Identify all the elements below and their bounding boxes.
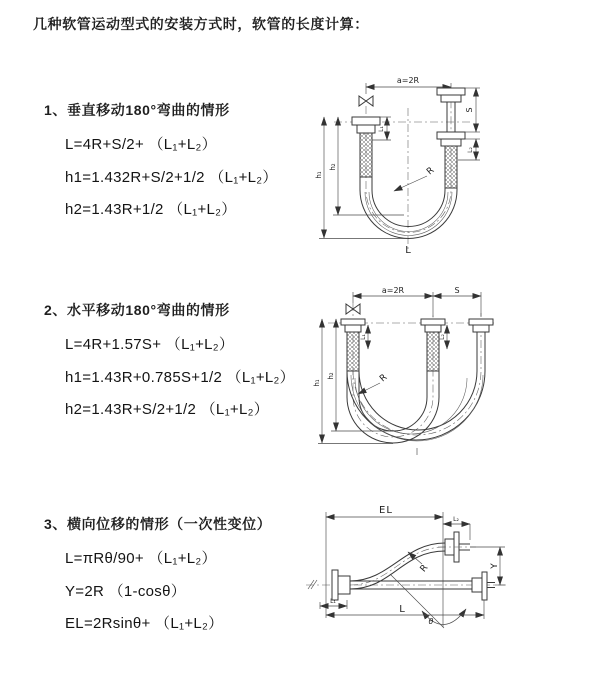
dim-label-el: EL [379,505,393,516]
flange-hub [338,576,350,594]
formula-h1: h1=1.432R+S/2+1/2 （L₁+L₂） [65,168,278,186]
flange [469,319,493,325]
flange-hub [473,325,489,332]
section-1 [44,100,278,227]
formula-Y: Y=2R （1-cosθ） [65,582,187,600]
braided-hose-section [360,133,372,177]
dim-label-r: R [378,372,390,385]
dim-label-s: S [454,286,460,295]
dim-label-l: L [405,245,411,256]
section-2 [44,300,295,427]
page-title: 几种软管运动型式的安装方式时，软管的长度计算： [33,16,369,32]
formula-EL: EL=2Rsinθ+ （L₁+L₂） [65,615,224,632]
centerline-break-symbol [308,580,317,589]
radius-leader [408,552,422,564]
dim-label-l: L [399,604,405,615]
section-1-heading: 1、垂直移动180°弯曲的情形 [44,102,230,118]
dim-label-r: R [418,563,431,575]
valve-icon [359,96,373,106]
dim-label-l1: L₁ [360,334,367,340]
braided-hose-section [445,146,457,188]
flange [332,570,338,600]
flange [437,132,465,139]
flange [437,88,465,95]
flange-hub [425,325,441,332]
formula-h2: h2=1.43R+S/2+1/2 （L₁+L₂） [65,401,270,418]
dim-label-h1: h₁ [313,379,321,387]
dim-label-a2r: a=2R [381,286,405,295]
flange-hub [441,95,461,102]
section-2-heading: 2、水平移动180°弯曲的情形 [44,302,230,318]
dim-label-h2: h₂ [327,372,335,380]
radius-construction-line [390,574,444,628]
dim-label-l2: L₂ [439,334,446,340]
dim-label-h1: h₁ [315,171,323,179]
radius-leader [394,176,427,191]
flange-hub [357,125,375,133]
formula-L: L=4R+1.57S+ （L₁+L₂） [65,336,235,353]
formula-L: L=πRθ/90+ （L₁+L₂） [65,550,217,567]
dim-label-l1: L₁ [330,598,336,605]
flange-hub [472,578,482,592]
dim-label-r: R [425,165,437,178]
section-3-heading: 3、横向位移的情形（一次性变位） [44,516,272,532]
braided-hose-section [427,332,439,371]
hose-outer-curve [360,177,457,238]
dim-label-s: S [465,107,474,113]
dim-label-l1: L₁ [378,126,385,132]
flange-hub [441,139,461,146]
curved-hose [350,543,445,581]
hose-intermediate-position [365,192,452,235]
flange [352,117,380,125]
formula-h2: h2=1.43R+1/2 （L₁+L₂） [65,201,237,218]
flange [421,319,445,325]
formula-h1: h1=1.43R+0.785S+1/2 （L₁+L₂） [65,368,295,386]
formula-L: L=4R+S/2+ （L₁+L₂） [65,136,217,153]
dim-label-y: Y [490,563,500,569]
dim-label-theta: θ [428,617,434,626]
dim-label-l2: L₂ [453,516,459,523]
flange-hub [345,325,361,332]
dim-label-h2: h₂ [329,163,337,171]
flange [482,572,487,600]
section-3 [44,514,271,641]
lateral-displacement-diagram [298,496,598,668]
dim-label-l2: L₂ [467,147,474,153]
vertical-180-bend-diagram [308,70,598,260]
curved-hose [350,551,445,589]
braided-hose-section [347,332,359,371]
dim-label-a2r: a=2R [396,76,420,85]
horizontal-180-bend-diagram [308,283,598,468]
flange [341,319,365,325]
hose-centerline-moved [353,313,481,435]
